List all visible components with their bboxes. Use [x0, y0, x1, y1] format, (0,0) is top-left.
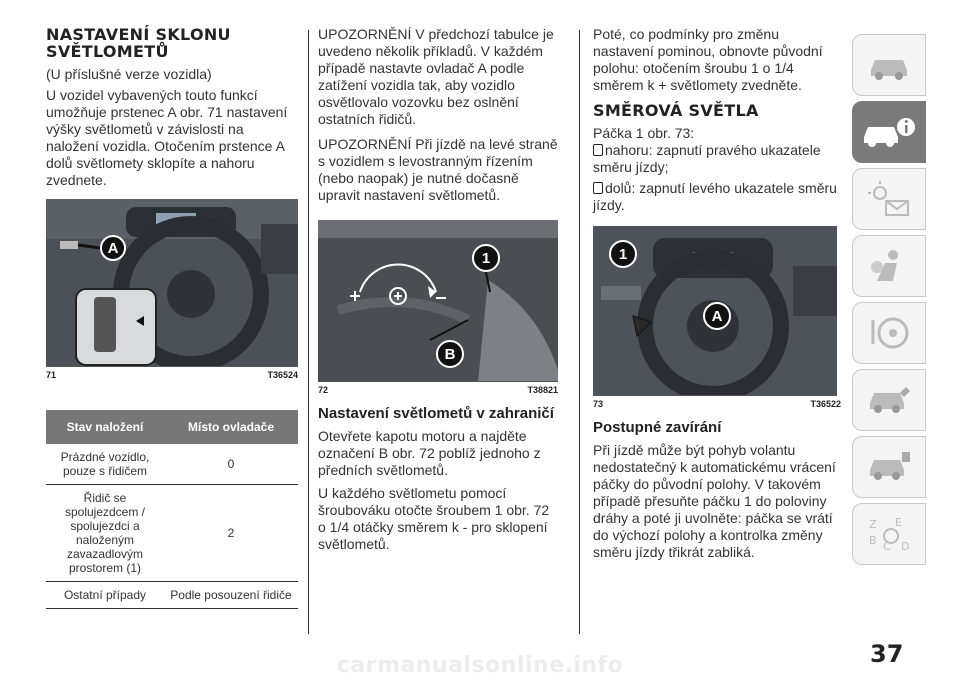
airbag-person-icon[interactable] [852, 235, 926, 297]
svg-text:E: E [895, 516, 902, 529]
table-cell: Prázdné vozidlo, pouze s řidičem [46, 444, 164, 485]
svg-text:C: C [883, 540, 891, 553]
warning-paragraph: UPOZORNĚNÍ V předchozí tabulce je uvedeno několik příkladů. V každém případě nastavte ovladač A podle zatížení vozidla tak, aby vozidlo osvětlovalo vozovku bez oslnění ostatních řidičů. [318, 26, 554, 127]
column-1 [46, 26, 298, 609]
table-header: Místo ovladače [164, 410, 298, 444]
figure-71-dashboard-photo [46, 199, 298, 367]
warning-lights-icon[interactable] [852, 168, 926, 230]
lever-down-item [593, 180, 841, 214]
table-cell: Řidič se spolujezdcem / spolujezdci a naloženým zavazadlovým prostorem (1) [46, 485, 164, 582]
body-paragraph: Otevřete kapotu motoru a najděte označení B obr. 72 poblíž jednoho z předních světlometů. [318, 428, 541, 478]
figure-number: 71 [46, 370, 57, 380]
lever-down-text: dolů: zapnutí levého ukazatele směru jízdy. [593, 180, 837, 213]
figure-code: T36522 [810, 399, 841, 409]
figure-71-caption [46, 367, 298, 380]
figure-number: 72 [318, 385, 329, 395]
body-paragraph: Při jízdě může být pohyb volantu nedostatečný k automatickému vrácení páčky do původní polohy. V takovém případě přesuňte páčku 1 do poloviny dráhy a poté ji uvolněte: páčka se vrátí do výchozí polohy a kontrolka změny směru jízdy třikrát zabliká. [593, 442, 836, 560]
svg-text:Z: Z [869, 518, 877, 531]
table-cell: 2 [164, 485, 298, 582]
figure-72-callout-1: 1 [472, 244, 500, 272]
section-heading: NASTAVENÍ SKLONU SVĚTLOMETŮ [46, 25, 231, 61]
svg-text:D: D [901, 540, 910, 553]
table-row [46, 444, 298, 485]
body-paragraph: Poté, co podmínky pro změnu nastavení pominou, obnovte původní polohu: otočením šroubu 1 o 1/4 směrem k + světlomety zvedněte. [593, 26, 823, 93]
body-paragraph: U vozidel vybavených touto funkcí umožňuje prstenec A obr. 71 nastavení výšky světlometů v závislosti na naložení vozidla. Otočením prstence A dolů světlomety sklopíte a nahoru zvednete. [46, 87, 288, 188]
table-cell: Ostatní případy [46, 582, 164, 609]
figure-73-callout-1: 1 [609, 240, 637, 268]
table-header: Stav naložení [46, 410, 164, 444]
figure-code: T38821 [527, 385, 558, 395]
column-divider [308, 30, 309, 634]
dashboard-illustration [46, 199, 298, 367]
lever-up-text: nahoru: zapnutí pravého ukazatele směru jízdy; [593, 142, 821, 175]
table-cell: Podle posouzení řidiče [164, 582, 298, 609]
lever-up-item [593, 142, 841, 176]
lever-icon [593, 182, 603, 194]
figure-number: 73 [593, 399, 604, 409]
svg-text:B: B [869, 534, 877, 547]
version-note: (U příslušné verze vozidla) [46, 66, 212, 82]
watermark-text: carmanualsonline.info [336, 653, 624, 678]
figure-72-callout-b: B [436, 340, 464, 368]
lever-icon [593, 144, 603, 156]
subsection-heading: Nastavení světlometů v zahraničí [318, 405, 554, 422]
figure-71-callout-a: A [100, 235, 126, 261]
page-number: 37 [870, 640, 904, 668]
body-paragraph: U každého světlometu pomocí šroubováku otočte šroubem 1 obr. 72 o 1/4 otáčky směrem k - pro sklopení světlometů. [318, 485, 550, 552]
figure-73-steering-photo [593, 226, 837, 396]
column-2 [318, 26, 558, 553]
figure-73-caption [593, 396, 841, 409]
lever-intro: Páčka 1 obr. 73: [593, 125, 695, 141]
column-divider [579, 30, 580, 634]
section-heading: SMĚROVÁ SVĚTLA [593, 101, 759, 120]
figure-73-callout-a: A [703, 302, 731, 330]
table-row [46, 485, 298, 582]
column-3 [593, 26, 841, 561]
figure-72-headlamp-photo [318, 220, 558, 382]
table-cell: 0 [164, 444, 298, 485]
car-info-icon[interactable] [852, 101, 926, 163]
warning-paragraph: UPOZORNĚNÍ Při jízdě na levé straně s vozidlem s levostranným řízením (nebo naopak) je nutné dočasně upravit nastavení světlometů. [318, 136, 558, 203]
index-letters-icon[interactable] [852, 503, 926, 565]
table-row [46, 582, 298, 609]
headlamp-setting-table [46, 410, 298, 609]
figure-72-caption [318, 382, 558, 395]
figure-code: T36524 [267, 370, 298, 380]
subsection-heading: Postupné zavírání [593, 419, 722, 436]
car-specs-icon[interactable] [852, 436, 926, 498]
car-service-icon[interactable] [852, 369, 926, 431]
chapter-tabs [852, 34, 926, 570]
steering-wheel-icon[interactable] [852, 302, 926, 364]
car-exterior-icon[interactable] [852, 34, 926, 96]
